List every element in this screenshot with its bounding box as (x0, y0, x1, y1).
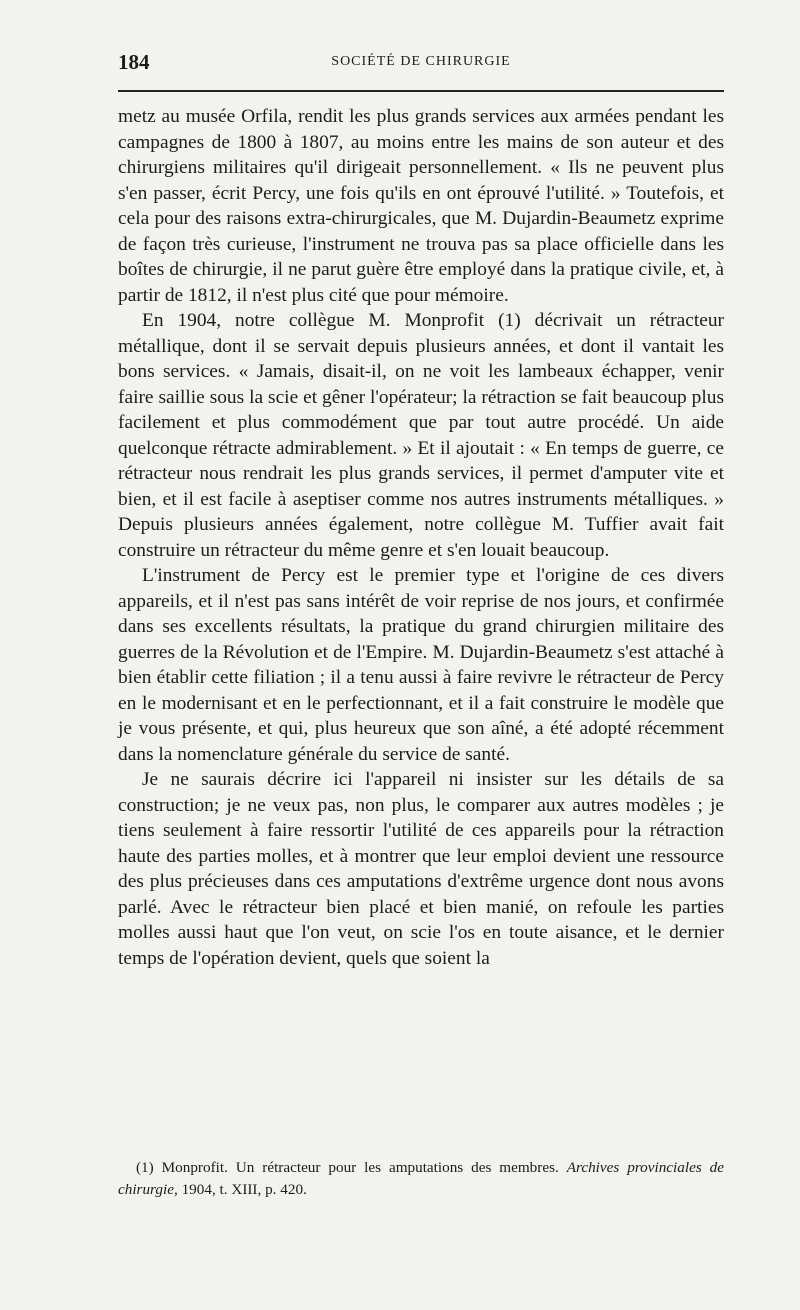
footnote-citation: 1904, t. XIII, p. 420. (181, 1181, 307, 1198)
running-head: SOCIÉTÉ DE CHIRURGIE (331, 54, 511, 69)
paragraph-3: L'instrument de Percy est le premier type et l'origine de ces divers appareils, et il n'est pas sans intérêt de voir reprise de nos jours, et confirmée dans ses excellents résultats, la pratique du grand chirurgien militaire des guerres de la Révolution et de l'Empire. M. Dujardin-Beaumetz s'est attaché à bien établir cette filiation ; il a tenu aussi à faire revivre le rétracteur de Percy en le modernisant et en le perfectionnant, et il a fait construire le modèle que je vous présente, et qui, plus heureux que son aîné, a été adopté récemment dans la nomenclature générale du service de santé. (118, 565, 724, 765)
body-text (118, 104, 724, 971)
paragraph-4: Je ne saurais décrire ici l'appareil ni insister sur les détails de sa construction; je ne veux pas, non plus, le comparer aux autres modèles ; je tiens seulement à faire ressortir l'utilité de ces appareils pour la rétraction haute des parties molles, et à montrer que leur emploi devient une ressource des plus précieuses dans ces amputations d'extrême urgence dont nous avons parlé. Avec le rétracteur bien placé et bien manié, on refoule les parties molles aussi haut que l'on veut, on scie l'os en toute aisance, et le dernier temps de l'opération devient, quels que soient la (118, 769, 724, 969)
page-number: 184 (118, 50, 150, 74)
footnote-journal: Archives provinciales de chirurgie, (118, 1159, 724, 1198)
page-header (118, 50, 724, 80)
paragraph-2: En 1904, notre collègue M. Monprofit (1) décrivait un rétracteur métallique, dont il se servait depuis plusieurs années, et dont il vantait les bons services. « Jamais, disait-il, on ne voit les lambeaux échapper, venir faire saillie sous la scie et gêner l'opérateur; la rétraction se fait beaucoup plus facilement et plus commodément que par tout autre procédé. Un aide quelconque rétracte admirablement. » Et il ajoutait : « En temps de guerre, ce rétracteur nous rendrait les plus grands services, il permet d'amputer vite et bien, et il est facile à aseptiser comme nos autres instruments métalliques. » Depuis plusieurs années également, notre collègue M. Tuffier avait fait construire un rétracteur du même genre et s'en louait beaucoup. (118, 310, 724, 561)
paragraph-1: metz au musée Orfila, rendit les plus grands services aux armées pendant les campagnes de 1800 à 1807, au moins entre les mains de son auteur et des chirurgiens militaires qu'il dirigeait personnellement. « Ils ne peuvent plus s'en passer, écrit Percy, une fois qu'ils en ont éprouvé l'utilité. » Toutefois, et cela pour des raisons extra-chirurgicales, que M. Dujardin-Beaumetz exprime de façon très curieuse, l'instrument ne trouva pas sa place officielle dans les boîtes de chirurgie, il ne parut guère être employé dans la pratique civile, et, à partir de 1812, il n'est plus cité que pour mémoire. (118, 106, 724, 306)
header-rule (118, 90, 724, 92)
footnote-text: (1) Monprofit. Un rétracteur pour les amputations des membres. (136, 1159, 559, 1176)
footnote (118, 1157, 724, 1201)
